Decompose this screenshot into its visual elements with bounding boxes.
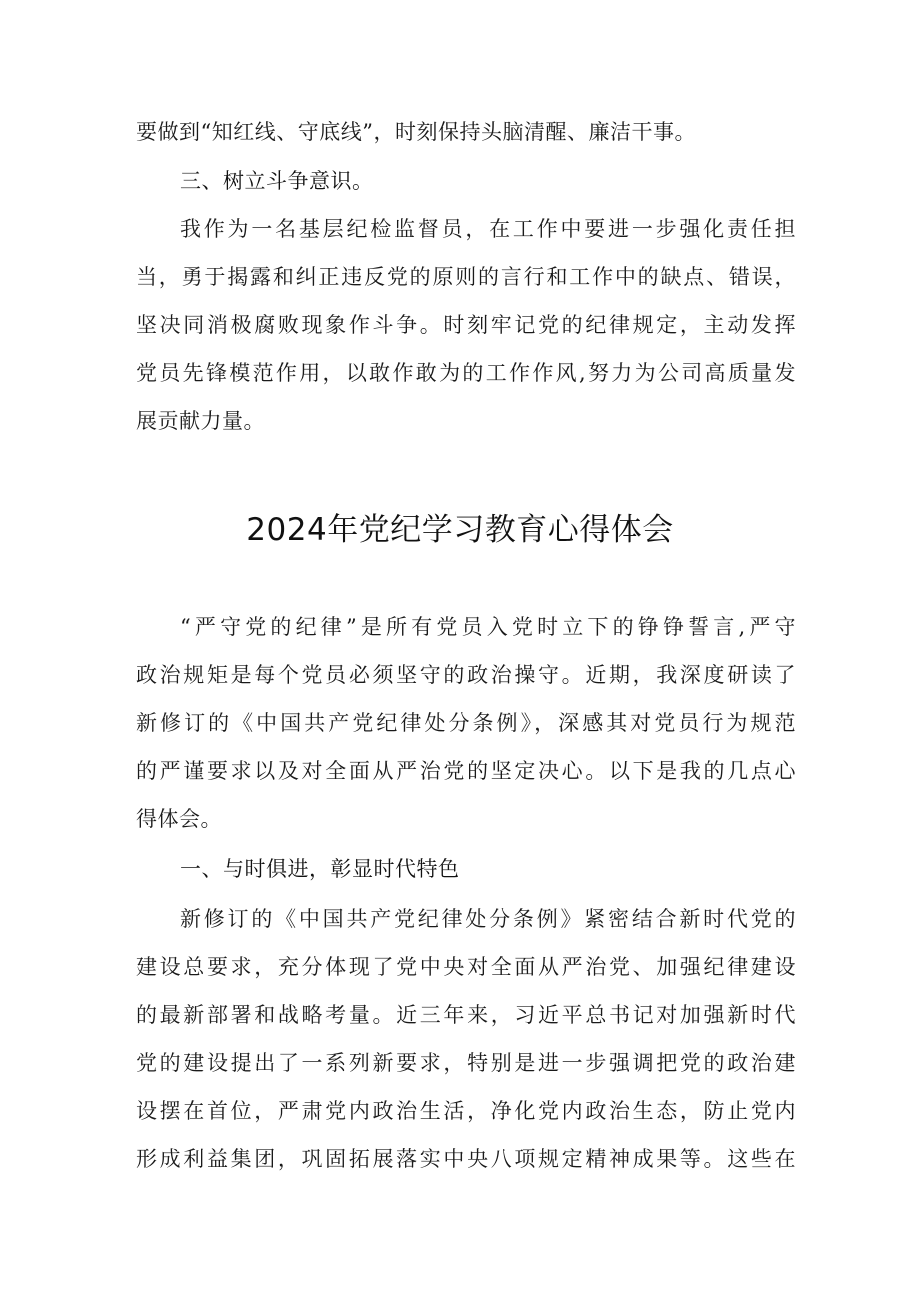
article-title: 2024年党纪学习教育心得体会 xyxy=(246,512,674,548)
paragraph-line: 展贡献力量。 xyxy=(136,409,265,433)
paragraph-line: 坚决同消极腐败现象作斗争。时刻牢记党的纪律规定，主动发挥 xyxy=(136,313,796,337)
paragraph-line: 新修订的《中国共产党纪律处分条例》紧密结合新时代党的 xyxy=(180,907,796,931)
paragraph-line: 要做到“知红线、守底线”，时刻保持头脑清醒、廉洁干事。 xyxy=(136,120,696,144)
paragraph-line: 建设总要求，充分体现了党中央对全面从严治党、加强纪律建设 xyxy=(136,955,796,979)
paragraph-line: 得体会。 xyxy=(136,807,222,831)
paragraph-line: 的最新部署和战略考量。近三年来，习近平总书记对加强新时代 xyxy=(136,1003,796,1027)
paragraph-line: 党的建设提出了一系列新要求，特别是进一步强调把党的政治建 xyxy=(136,1051,796,1075)
section-heading: 一、与时俱进，彰显时代特色 xyxy=(180,857,460,881)
paragraph-line: 当，勇于揭露和纠正违反党的原则的言行和工作中的缺点、错误， xyxy=(136,265,796,289)
paragraph-line: 设摆在首位，严肃党内政治生活，净化党内政治生态，防止党内 xyxy=(136,1099,796,1123)
paragraph-line: 的严谨要求以及对全面从严治党的坚定决心。以下是我的几点心 xyxy=(136,759,796,783)
paragraph-line: “严守党的纪律”是所有党员入党时立下的铮铮誓言,严守 xyxy=(180,615,796,639)
paragraph-line: 形成利益集团，巩固拓展落实中央八项规定精神成果等。这些在 xyxy=(136,1147,796,1171)
paragraph-line: 党员先锋模范作用，以敢作敢为的工作作风,努力为公司高质量发 xyxy=(136,361,796,385)
paragraph-line: 我作为一名基层纪检监督员，在工作中要进一步强化责任担 xyxy=(180,217,796,241)
paragraph-line: 政治规矩是每个党员必须坚守的政治操守。近期，我深度研读了 xyxy=(136,663,796,687)
section-heading: 三、树立斗争意识。 xyxy=(180,169,374,193)
paragraph-line: 新修订的《中国共产党纪律处分条例》，深感其对党员行为规范 xyxy=(136,711,796,735)
